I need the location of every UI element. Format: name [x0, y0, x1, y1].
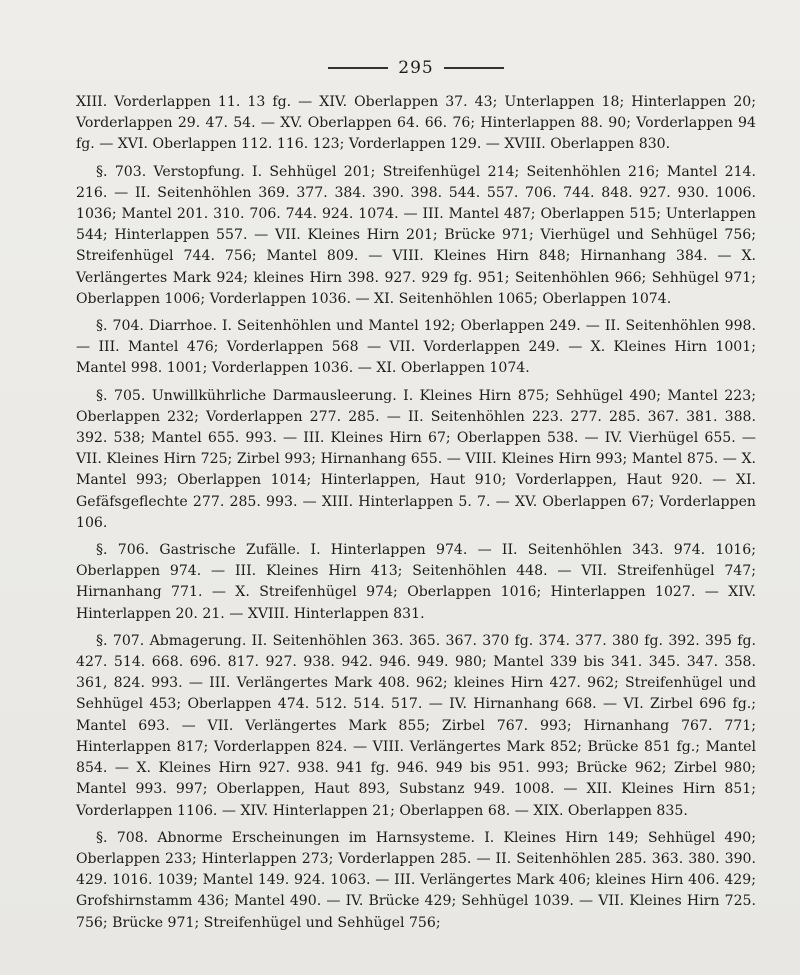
page-header	[76, 58, 756, 78]
paragraph-707-abmagerung: §. 707. Abmagerung. II. Seitenhöhlen 363. 365. 367. 370 fg. 374. 377. 380 fg. 392. 395 fg. 427. 514. 668. 696. 817. 927. 938. 942. 946. 949. 980; Mantel 339 bis 341. 345. 347. 358. 361, 824. 993. — III. Verlängertes Mark 408. 962; kleines Hirn 427. 962; Streifenhügel und Sehhügel 453; Oberlappen 474. 512. 514. 517. — IV. Hirnanhang 668. — VI. Zirbel 696 fg.; Mantel 693. — VII. Verlängertes Mark 855; Zirbel 767. 993; Hirnanhang 767. 771; Hinterlappen 817; Vorderlappen 824. — VIII. Verlängertes Mark 852; Brücke 851 fg.; Mantel 854. — X. Kleines Hirn 927. 938. 941 fg. 946. 949 bis 951. 993; Brücke 962; Zirbel 980; Mantel 993. 997; Oberlappen, Haut 893, Substanz 949. 1008. — XII. Kleines Hirn 851; Vorderlappen 1106. — XIV. Hinterlappen 21; Oberlappen 68. — XIX. Oberlappen 835.	[76, 632, 756, 819]
header-rule-right	[444, 67, 504, 69]
paragraph-continuation: XIII. Vorderlappen 11. 13 fg. — XIV. Oberlappen 37. 43; Unterlappen 18; Hinterlappen 20; Vorderlappen 29. 47. 54. — XV. Oberlappen 64. 66. 76; Hinterlappen 88. 90; Vorderlappen 94 fg. — XVI. Oberlappen 112. 116. 123; Vorderlappen 129. — XVIII. Oberlappen 830.	[76, 94, 756, 153]
page-number: 295	[398, 58, 434, 78]
paragraph-706-gastrische-zufaelle: §. 706. Gastrische Zufälle. I. Hinterlappen 974. — II. Seitenhöhlen 343. 974. 1016; Oberlappen 974. — III. Kleines Hirn 413; Seitenhöhlen 448. — VII. Streifenhügel 747; Hirnanhang 771. — X. Streifenhügel 974; Oberlappen 1016; Hinterlappen 1027. — XIV. Hinterlappen 20. 21. — XVIII. Hinterlappen 831.	[76, 542, 756, 622]
paragraph-704-diarrhoe: §. 704. Diarrhoe. I. Seitenhöhlen und Mantel 192; Oberlappen 249. — II. Seitenhöhlen 998. — III. Mantel 476; Vorderlappen 568 — VII. Vorderlappen 249. — X. Kleines Hirn 1001; Mantel 998. 1001; Vorderlappen 1036. — XI. Oberlappen 1074.	[76, 318, 756, 377]
page-body	[76, 92, 756, 934]
paragraph-705-darmausleerung: §. 705. Unwillkührliche Darmausleerung. I. Kleines Hirn 875; Sehhügel 490; Mantel 223; Oberlappen 232; Vorderlappen 277. 285. — II. Seitenhöhlen 223. 277. 285. 367. 381. 388. 392. 538; Mantel 655. 993. — III. Kleines Hirn 67; Oberlappen 538. — IV. Vierhügel 655. — VII. Kleines Hirn 725; Zirbel 993; Hirnanhang 655. — VIII. Kleines Hirn 993; Mantel 875. — X. Mantel 993; Oberlappen 1014; Hinterlappen, Haut 910; Vorderlappen, Haut 920. — XI. Gefäfsgeflechte 277. 285. 993. — XIII. Hinterlappen 5. 7. — XV. Oberlappen 67; Vorderlappen 106.	[76, 387, 756, 531]
header-rule-left	[328, 67, 388, 69]
paragraph-708-harnsysteme: §. 708. Abnorme Erscheinungen im Harnsysteme. I. Kleines Hirn 149; Sehhügel 490; Oberlappen 233; Hinterlappen 273; Vorderlappen 285. — II. Seitenhöhlen 285. 363. 380. 390. 429. 1016. 1039; Mantel 149. 924. 1063. — III. Verlängertes Mark 406; kleines Hirn 406. 429; Grofshirnstamm 436; Mantel 490. — IV. Brücke 429; Sehhügel 1039. — VII. Kleines Hirn 725. 756; Brücke 971; Streifenhügel und Sehhügel 756;	[76, 829, 756, 931]
paragraph-703-verstopfung: §. 703. Verstopfung. I. Sehhügel 201; Streifenhügel 214; Seitenhöhlen 216; Mantel 214. 216. — II. Seitenhöhlen 369. 377. 384. 390. 398. 544. 557. 706. 744. 848. 927. 930. 1006. 1036; Mantel 201. 310. 706. 744. 924. 1074. — III. Mantel 487; Oberlappen 515; Unterlappen 544; Hinterlappen 557. — VII. Kleines Hirn 201; Brücke 971; Vierhügel und Sehhügel 756; Streifenhügel 744. 756; Mantel 809. — VIII. Kleines Hirn 848; Hirnanhang 384. — X. Verlängertes Mark 924; kleines Hirn 398. 927. 929 fg. 951; Seitenhöhlen 966; Sehhügel 971; Oberlappen 1006; Vorderlappen 1036. — XI. Seitenhöhlen 1065; Oberlappen 1074.	[76, 163, 756, 307]
